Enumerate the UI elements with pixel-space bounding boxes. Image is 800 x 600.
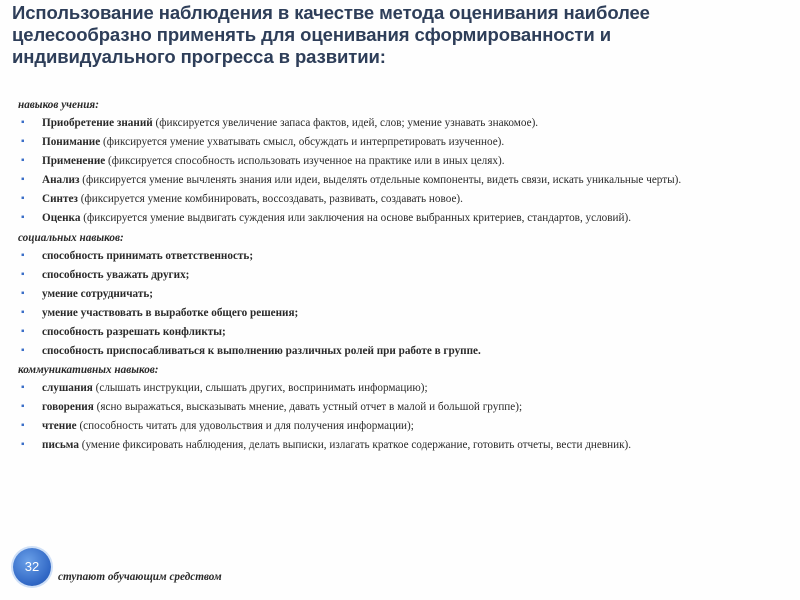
bullet-icon: ▪ [21, 174, 25, 186]
bullet-icon: ▪ [21, 306, 25, 318]
list-item [18, 325, 758, 340]
list-item [18, 381, 758, 396]
item-term: слушания [42, 382, 93, 395]
item-text: (слышать инструкции, слышать других, воспринимать информацию); [92, 382, 428, 395]
bullet-icon: ▪ [21, 287, 25, 299]
item-text: (умение фиксировать наблюдения, делать выписки, излагать краткое содержание, готовить отчеты, вести дневник). [78, 439, 632, 452]
list-item [18, 438, 758, 453]
list-item [18, 211, 758, 226]
bullet-icon: ▪ [21, 136, 25, 148]
item-text: (фиксируется увеличение запаса фактов, идей, слов; умение узнавать знакомое). [152, 117, 539, 129]
list-item [18, 268, 758, 283]
item-term: Применение [42, 155, 106, 168]
list-item [18, 287, 758, 302]
list-item [18, 344, 758, 359]
bullet-icon: ▪ [21, 249, 25, 261]
section-social-skills [18, 231, 758, 359]
item-text: способность разрешать конфликты; [42, 325, 226, 338]
list-item [18, 306, 758, 321]
list-item [18, 173, 758, 188]
slide-body [18, 98, 758, 458]
item-text: (фиксируется умение комбинировать, воссоздавать, развивать, создавать новое). [77, 193, 463, 206]
item-text: способность уважать других; [42, 268, 190, 281]
list-item [18, 419, 758, 434]
item-text: (ясно выражаться, высказывать мнение, давать устный отчет в малой и большой группе); [93, 401, 523, 414]
item-term: письма [42, 439, 79, 452]
bullet-icon: ▪ [21, 193, 25, 205]
title-line: целесообразно применять для оценивания сформированности и [12, 24, 611, 45]
bullet-list [18, 381, 758, 453]
item-text: способность приспосабливаться к выполнению различных ролей при работе в группе. [42, 345, 481, 358]
bullet-icon: ▪ [21, 212, 25, 224]
list-item [18, 249, 758, 264]
item-term: Анализ [42, 174, 80, 187]
slide-title [12, 2, 782, 68]
item-term: Приобретение знаний [42, 117, 153, 129]
bullet-icon: ▪ [21, 420, 25, 432]
bullet-icon: ▪ [21, 401, 25, 413]
section-heading: социальных навыков: [18, 231, 124, 244]
bullet-icon: ▪ [21, 325, 25, 337]
item-term: чтение [42, 420, 77, 433]
item-term: говорения [42, 401, 94, 414]
item-text: способность принимать ответственность; [42, 249, 254, 262]
title-line: Использование наблюдения в качестве метода оценивания наиболее [12, 2, 650, 23]
title-line: индивидуального прогресса в развитии: [12, 46, 386, 67]
bullet-list [18, 116, 758, 226]
item-term: Понимание [42, 136, 101, 149]
page-number-badge: 32 [13, 548, 51, 586]
item-text: умение сотрудничать; [42, 287, 153, 300]
list-item [18, 116, 758, 131]
section-heading: коммуникативных навыков: [18, 364, 159, 377]
item-text: (фиксируется способность использовать изученное на практике или в иных целях). [105, 155, 505, 168]
list-item [18, 192, 758, 207]
section-heading: навыков учения: [18, 99, 99, 111]
bullet-icon: ▪ [21, 268, 25, 280]
item-text: (фиксируется умение ухватывать смысл, обсуждать и интерпретировать изученное). [100, 136, 505, 149]
list-item [18, 135, 758, 150]
bullet-icon: ▪ [21, 155, 25, 167]
item-text: (фиксируется умение выдвигать суждения или заключения на основе выбранных критериев, стандартов, условий). [80, 212, 632, 225]
bullet-icon: ▪ [21, 117, 25, 128]
item-text: (способность читать для удовольствия и для получения информации); [76, 420, 414, 433]
list-item [18, 400, 758, 415]
footer-text: ступают обучающим средством [58, 571, 222, 583]
item-term: Оценка [42, 212, 81, 225]
bullet-icon: ▪ [21, 345, 25, 357]
item-text: умение участвовать в выработке общего решения; [42, 306, 299, 319]
bullet-icon: ▪ [21, 382, 25, 394]
bullet-list [18, 249, 758, 359]
list-item [18, 154, 758, 169]
item-text: (фиксируется умение вычленять знания или идеи, выделять отдельные компоненты, видеть связи, искать уникальные черты). [79, 174, 682, 187]
section-communication-skills [18, 363, 758, 453]
section-learning-skills [18, 98, 758, 226]
bullet-icon: ▪ [21, 439, 25, 451]
item-term: Синтез [42, 193, 78, 206]
